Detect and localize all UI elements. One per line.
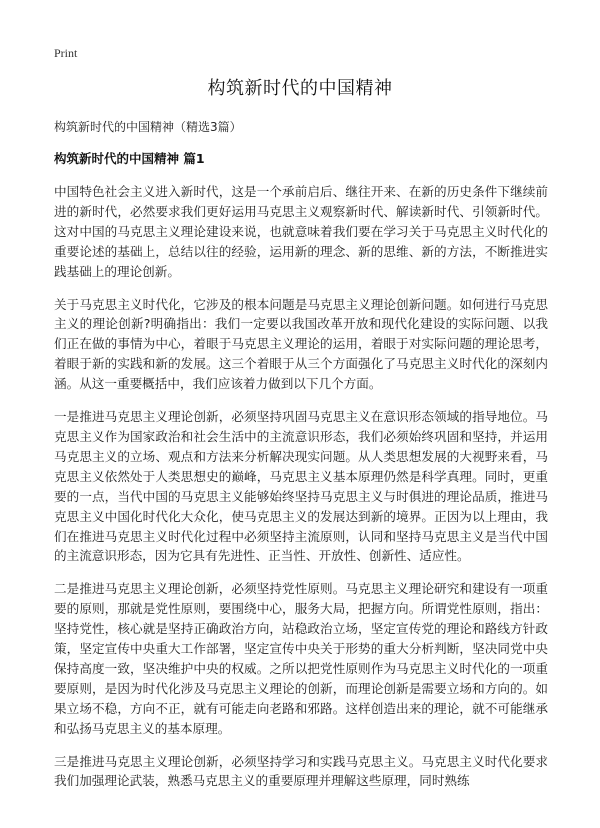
paragraph-3: 一是推进马克思主义理论创新，必须坚持巩固马克思主义在意识形态领域的指导地位。马克思主义作为国家政治和社会生活中的主流意识形态，我们必须始终巩固和坚持，并运用马克思主义的立场、观点和方法来分析解决现实问题。从人类思想发展的大视野来看，马克思主义依然处于人类思想史的巅峰，马克思主义基本原理仍然是科学真理。同时，更重要的一点，当代中国的马克思主义能够始终坚持马克思主义与时俱进的理论品质，推进马克思主义中国化时代化大众化，使马克思主义的发展达到新的境界。正因为以上理由，我们在推进马克思主义时代化过程中必须坚持主流原则，认同和坚持马克思主义是当代中国的主流意识形态，因为它具有先进性、正当性、开放性、创新性、适应性。 [54,409,548,564]
paragraph-2: 关于马克思主义时代化，它涉及的根本问题是马克思主义理论创新问题。如何进行马克思主义的理论创新?明确指出：我们一定要以我国改革开放和现代化建设的实际问题、以我们正在做的事情为中心，着眼于马克思主义理论的运用，着眼于对实际问题的理论思考，着眼于新的实践和新的发展。这三个着眼于从三个方面强化了马克思主义时代化的深刻内涵。从这一重要概括中，我们应该着力做到以下几个方面。 [54,296,548,392]
paragraph-4: 二是推进马克思主义理论创新，必须坚持党性原则。马克思主义理论研究和建设有一项重要的原则，那就是党性原则，要围绕中心，服务大局，把握方向。所谓党性原则，指出：坚持党性，核心就是坚持正确政治方向，站稳政治立场，坚定宣传党的理论和路线方针政策，坚定宣传中央重大工作部署，坚定宣传中央关于形势的重大分析判断，坚决同党中央保持高度一致，坚决维护中央的权威。之所以把党性原则作为马克思主义时代化的一项重要原则，是因为时代化涉及马克思主义理论的创新，而理论创新是需要立场和方向的。如果立场不稳，方向不正，就有可能走向老路和邪路。这样创造出来的理论，就不可能继承和弘扬马克思主义的基本原理。 [54,581,548,736]
page-title: 构筑新时代的中国精神 [207,78,393,99]
paragraph-5: 三是推进马克思主义理论创新，必须坚持学习和实践马克思主义。马克思主义时代化要求我们加强理论武装，熟悉马克思主义的重要原理并理解这些原理，同时熟练 [54,753,548,789]
document-subtitle: 构筑新时代的中国精神（精选3篇） [54,120,242,134]
paragraph-1: 中国特色社会主义进入新时代，这是一个承前启后、继往开来、在新的历史条件下继续前进的新时代，必然要求我们更好运用马克思主义观察新时代、解读新时代、引领新时代。这对中国的马克思主义理论建设来说，也就意味着我们要在学习关于马克思主义时代化的重要论述的基础上，总结以往的经验，运用新的理念、新的思维、新的方法，不断推进实践基础上的理论创新。 [54,184,548,279]
article-body [54,182,548,804]
section-heading: 构筑新时代的中国精神 篇1 [54,151,205,166]
print-link[interactable]: Print [54,46,78,60]
